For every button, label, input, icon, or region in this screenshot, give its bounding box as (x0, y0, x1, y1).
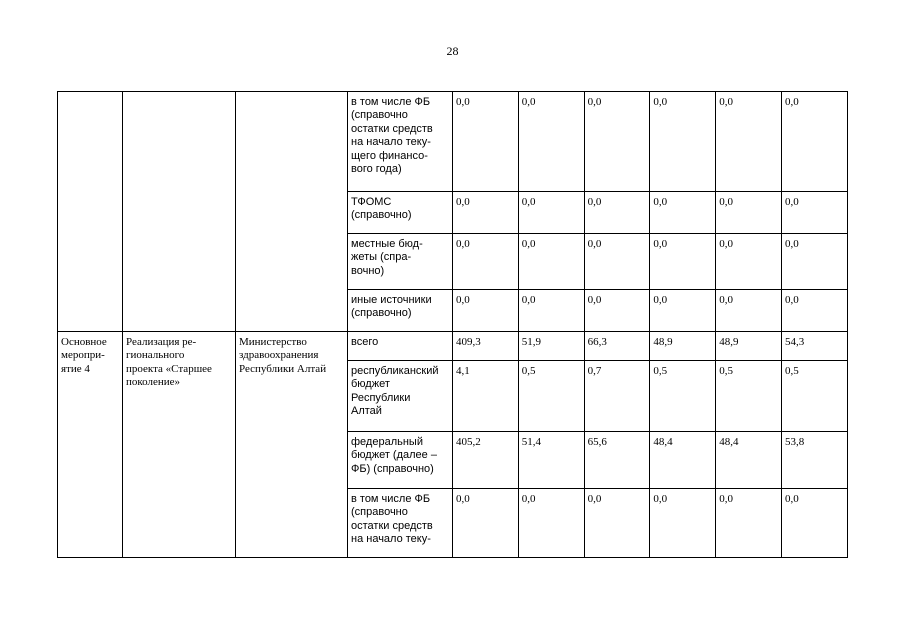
value-cell-5: 0,5 (716, 361, 782, 432)
executor-cell-line: здравоохранения (239, 349, 319, 362)
project-name-cell (123, 332, 236, 558)
funding-source-cell-line: ТФОМС (351, 196, 392, 208)
value-cell-3: 0,0 (584, 234, 650, 290)
funding-source-cell-line: иные источники (351, 294, 432, 306)
value-cell-6: 0,0 (781, 92, 847, 192)
funding-source-cell-line: в том числе ФБ (351, 493, 431, 505)
value-cell-3: 66,3 (584, 332, 650, 361)
value-cell-6: 0,5 (781, 361, 847, 432)
funding-source-cell-line: в том числе ФБ (351, 96, 431, 108)
value-cell-1: 0,0 (453, 234, 519, 290)
executor-cell (236, 332, 348, 558)
value-cell-5: 0,0 (716, 192, 782, 234)
funding-source-cell (348, 432, 453, 489)
value-cell-2: 0,0 (518, 192, 584, 234)
value-cell-5: 0,0 (716, 92, 782, 192)
value-cell-1: 4,1 (453, 361, 519, 432)
value-cell-6: 53,8 (781, 432, 847, 489)
value-cell-4: 48,9 (650, 332, 716, 361)
value-cell-6: 0,0 (781, 234, 847, 290)
value-cell-3: 0,0 (584, 92, 650, 192)
project-name-cell (123, 92, 236, 332)
value-cell-5: 48,4 (716, 432, 782, 489)
value-cell-3: 65,6 (584, 432, 650, 489)
activity-cell-line: Основное (61, 336, 107, 348)
funding-source-cell-line: (справочно) (351, 209, 412, 222)
funding-source-cell-line: республиканский (351, 365, 439, 377)
value-cell-5: 0,0 (716, 290, 782, 332)
value-cell-6: 0,0 (781, 489, 847, 558)
table-row (58, 332, 848, 361)
budget-table (57, 91, 848, 558)
value-cell-4: 0,5 (650, 361, 716, 432)
funding-source-cell-line: бюджет (далее – (351, 449, 437, 462)
funding-source-cell (348, 489, 453, 558)
executor-cell (236, 92, 348, 332)
page-number: 28 (446, 44, 459, 58)
funding-source-cell-line: Алтай (351, 405, 382, 418)
value-cell-3: 0,0 (584, 489, 650, 558)
table-row (58, 92, 848, 192)
funding-source-cell-line: всего (351, 336, 379, 348)
value-cell-2: 0,0 (518, 290, 584, 332)
executor-cell-line: Министерство (239, 336, 307, 348)
value-cell-2: 51,9 (518, 332, 584, 361)
funding-source-cell-line: на начало теку- (351, 533, 431, 546)
funding-source-cell-line: ФБ) (справочно) (351, 462, 434, 475)
funding-source-cell-line: остатки средств (351, 122, 433, 135)
funding-source-cell-line: (справочно) (351, 307, 412, 320)
value-cell-1: 0,0 (453, 290, 519, 332)
activity-cell-line: меропри- (61, 349, 105, 362)
funding-source-cell-line: жеты (спра- (351, 251, 412, 264)
value-cell-4: 0,0 (650, 92, 716, 192)
funding-source-cell-line: остатки средств (351, 519, 433, 532)
value-cell-3: 0,7 (584, 361, 650, 432)
value-cell-1: 0,0 (453, 489, 519, 558)
funding-source-cell (348, 234, 453, 290)
funding-source-cell-line: Республики (351, 391, 411, 404)
funding-source-cell (348, 361, 453, 432)
activity-cell-line: ятие 4 (61, 362, 90, 375)
value-cell-5: 0,0 (716, 234, 782, 290)
executor-cell-line: Республики Алтай (239, 362, 327, 375)
value-cell-3: 0,0 (584, 192, 650, 234)
value-cell-1: 405,2 (453, 432, 519, 489)
value-cell-5: 0,0 (716, 489, 782, 558)
project-name-cell-line: поколение» (126, 376, 181, 389)
value-cell-4: 0,0 (650, 192, 716, 234)
funding-source-cell (348, 192, 453, 234)
value-cell-6: 54,3 (781, 332, 847, 361)
funding-source-cell (348, 290, 453, 332)
activity-cell (58, 332, 123, 558)
value-cell-4: 0,0 (650, 234, 716, 290)
funding-source-cell-line: (справочно (351, 506, 408, 519)
funding-source-cell-line: (справочно (351, 109, 408, 122)
value-cell-3: 0,0 (584, 290, 650, 332)
value-cell-4: 48,4 (650, 432, 716, 489)
value-cell-2: 0,0 (518, 489, 584, 558)
funding-source-cell-line: вочно) (351, 264, 385, 277)
funding-source-cell-line: на начало теку- (351, 136, 431, 149)
value-cell-5: 48,9 (716, 332, 782, 361)
value-cell-1: 0,0 (453, 192, 519, 234)
value-cell-2: 0,0 (518, 234, 584, 290)
value-cell-6: 0,0 (781, 192, 847, 234)
funding-source-cell-line: местные бюд- (351, 238, 423, 250)
value-cell-4: 0,0 (650, 290, 716, 332)
funding-source-cell-line: бюджет (351, 378, 390, 391)
value-cell-1: 0,0 (453, 92, 519, 192)
value-cell-2: 0,5 (518, 361, 584, 432)
activity-cell (58, 92, 123, 332)
project-name-cell-line: гионального (126, 349, 185, 362)
value-cell-2: 0,0 (518, 92, 584, 192)
project-name-cell-line: проекта «Старшее (126, 362, 212, 375)
funding-source-cell (348, 92, 453, 192)
value-cell-2: 51,4 (518, 432, 584, 489)
funding-source-cell-line: вого года) (351, 163, 402, 176)
value-cell-6: 0,0 (781, 290, 847, 332)
value-cell-1: 409,3 (453, 332, 519, 361)
project-name-cell-line: Реализация ре- (126, 336, 197, 348)
funding-source-cell-line: щего финансо- (351, 149, 428, 162)
value-cell-4: 0,0 (650, 489, 716, 558)
funding-source-cell (348, 332, 453, 361)
table-body (58, 92, 848, 558)
funding-source-cell-line: федеральный (351, 436, 423, 448)
